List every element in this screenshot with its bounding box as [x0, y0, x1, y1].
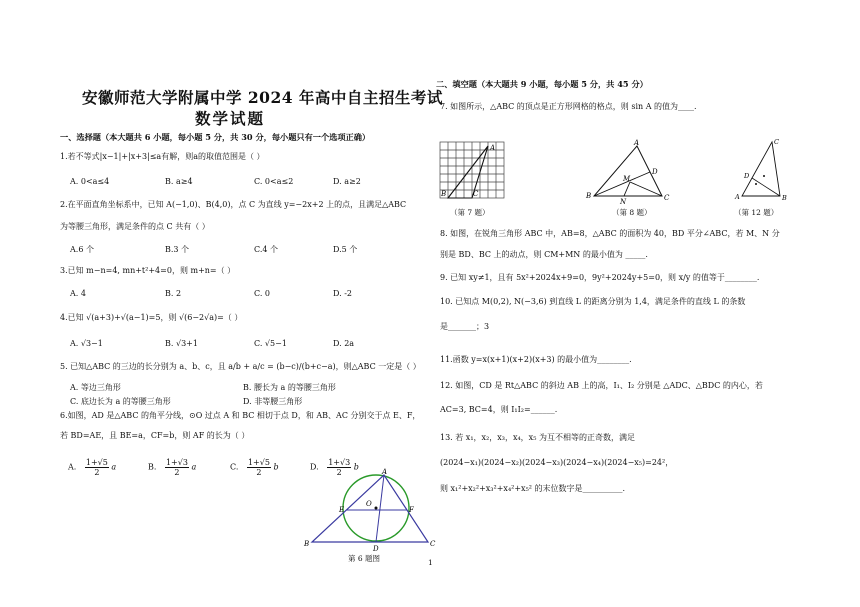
q6-option-b[interactable]	[148, 458, 196, 477]
q2-option-d[interactable]: D.5 个	[333, 245, 358, 254]
fig7-label-c: C	[473, 190, 479, 198]
fig8-label-d: D	[652, 168, 658, 176]
fig8-cm-line	[630, 182, 662, 196]
q5-option-c[interactable]: C. 底边长为 a 的等腰三角形	[70, 397, 171, 406]
fig6-label-b: B	[304, 540, 310, 548]
exam-title-line1: 安徽师范大学附属中学 2024 年高中自主招生考试	[82, 88, 443, 107]
q6-d-num: 1+√3	[328, 458, 351, 467]
fig6-label-d: D	[373, 545, 379, 552]
page-number: 1	[428, 558, 433, 567]
q6-c-den: 2	[256, 468, 262, 477]
fig6-label-o: O	[366, 500, 372, 508]
exam-title-line2: 数学试题	[195, 109, 266, 128]
q1-option-d[interactable]: D. a≥2	[333, 177, 361, 186]
question-10-line2: 是_______；3	[440, 322, 490, 331]
question-3: 3.已知 m−n=4, mn+t²+4=0，则 m+n=（ ）	[60, 266, 236, 275]
q6-b-var: a	[191, 462, 197, 472]
fig6-label-c: C	[430, 540, 436, 548]
fig7-label-a: A	[490, 144, 496, 152]
fig8-label-m: M	[623, 175, 631, 183]
q6-b-num: 1+√3	[165, 458, 188, 467]
q6-option-d-letter: D.	[310, 462, 319, 472]
fig8-label-n: N	[620, 198, 627, 206]
fig6-label-f: F	[409, 506, 414, 514]
q4-option-b[interactable]: B. √3+1	[165, 339, 198, 348]
fig12-triangle	[742, 142, 780, 196]
fig7-label-b: B	[441, 190, 447, 198]
q6-option-a-fraction	[85, 458, 109, 477]
fig6-label-e: E	[339, 506, 345, 514]
q6-option-a-letter: A.	[68, 462, 77, 472]
fig12-label-b: B	[782, 194, 787, 202]
figure-7	[436, 138, 508, 204]
q6-c-num: 1+√5	[247, 458, 270, 467]
q2-option-a[interactable]: A.6 个	[70, 245, 94, 254]
q2-option-b[interactable]: B.3 个	[165, 245, 190, 254]
question-4: 4.已知 √(a+3)+√(a−1)=5，则 √(6−2√a)=（ ）	[60, 313, 243, 322]
fig8-caption: （第 8 题）	[612, 208, 652, 217]
question-11: 11.函数 y=x(x+1)(x+2)(x+3) 的最小值为________.	[440, 355, 632, 364]
fig12-label-d: D	[744, 172, 750, 180]
question-6-line2: 若 BD=AE，且 BE=a，CF=b，则 AF 的长为（ ）	[60, 431, 250, 440]
figure-8	[582, 136, 672, 206]
fig12-caption: （第 12 题）	[734, 208, 779, 217]
fig8-mn-line	[624, 182, 630, 196]
fig12-label-c: C	[774, 138, 779, 146]
q2-option-c[interactable]: C.4 个	[254, 245, 279, 254]
q3-option-d[interactable]: D. -2	[333, 289, 353, 298]
q3-option-a[interactable]: A. 4	[70, 289, 86, 298]
q6-option-c-letter: C.	[230, 462, 239, 472]
q6-option-a[interactable]	[68, 458, 116, 477]
fig8-label-c: C	[664, 194, 670, 202]
q3-option-c[interactable]: C. 0	[254, 289, 271, 298]
q5-option-b[interactable]: B. 腰长为 a 的等腰三角形	[243, 383, 336, 392]
question-9: 9. 已知 xy≠1，且有 5x²+2024x+9=0，9y²+2024y+5=0，则 x/y 的值等于________.	[440, 273, 760, 282]
q4-option-a[interactable]: A. √3−1	[70, 339, 103, 348]
q6-option-b-fraction	[165, 458, 189, 477]
fig8-label-b: B	[586, 192, 592, 200]
q6-option-c-fraction	[247, 458, 271, 477]
q6-d-den: 2	[336, 468, 342, 477]
question-10-line1: 10. 已知点 M(0,2), N(−3,6) 到直线 L 的距离分别为 1,4，满足条件的直线 L 的条数	[440, 297, 746, 306]
fig6-center-dot	[375, 507, 378, 510]
fig8-bd-line	[594, 172, 650, 196]
figure-12	[728, 136, 788, 206]
section1-heading: 一、选择题（本大题共 6 小题，每小题 5 分，共 30 分，每小题只有一个选项正确）	[60, 132, 371, 142]
q4-option-d[interactable]: D. 2a	[333, 339, 355, 348]
question-7: 7. 如图所示，△ABC 的顶点是正方形网格的格点，则 sin A 的值为____.	[440, 102, 697, 111]
q3-option-b[interactable]: B. 2	[165, 289, 182, 298]
q6-a-num: 1+√5	[85, 458, 108, 467]
q1-option-b[interactable]: B. a≥4	[165, 177, 193, 186]
q5-option-d[interactable]: D. 非等腰三角形	[243, 397, 303, 406]
question-6-line1: 6.如图，AD 是△ABC 的角平分线，⊙O 过点 A 和 BC 相切于点 D，和 AB、AC 分别交于点 E、F，	[60, 411, 421, 420]
fig12-i2-dot	[763, 175, 765, 177]
question-2-line1: 2.在平面直角坐标系中，已知 A(−1,0)、B(4,0)，点 C 为直线 y=−2x+2 上的点，且满足△ABC	[60, 200, 407, 209]
question-13-line3: 则 x₁²+x₂²+x₃²+x₄²+x₅² 的末位数字是__________.	[440, 484, 626, 493]
question-2-line2: 为等腰三角形，满足条件的点 C 共有（ ）	[60, 222, 210, 231]
q4-option-c[interactable]: C. √5−1	[254, 339, 287, 348]
q5-option-a[interactable]: A. 等边三角形	[70, 383, 121, 392]
question-1: 1.若不等式|x−1|+|x+3|≤a有解，则a的取值范围是（ ）	[60, 152, 265, 161]
figure-6	[300, 466, 440, 552]
fig8-label-a: A	[634, 139, 640, 147]
question-13-line1: 13. 若 x₁，x₂，x₃，x₄，x₅ 为互不相等的正奇数，满足	[440, 433, 635, 442]
fig6-label-a: A	[382, 468, 388, 476]
question-12-line1: 12. 如图，CD 是 Rt△ABC 的斜边 AB 上的高，I₁、I₂ 分别是 △ADC、△BDC 的内心，若	[440, 381, 763, 390]
q6-option-c[interactable]	[230, 458, 279, 477]
fig12-cd-line	[752, 178, 780, 196]
q1-option-a[interactable]: A. 0<a≤4	[70, 177, 110, 186]
question-8-line1: 8. 如图，在锐角三角形 ABC 中，AB=8，△ABC 的面积为 40，BD 平分∠ABC，若 M、N 分	[440, 229, 780, 238]
q6-option-b-letter: B.	[148, 462, 157, 472]
question-8-line2: 别是 BD、BC 上的动点，则 CM+MN 的最小值为 _____.	[440, 250, 648, 259]
fig7-caption: （第 7 题）	[450, 208, 490, 217]
question-5: 5. 已知△ABC 的三边的长分别为 a、b、c，且 a/b + a/c = (b−c)/(b+c−a)，则△ABC 一定是（ ）	[60, 362, 421, 371]
section2-heading: 二、填空题（本大题共 9 小题，每小题 5 分，共 45 分）	[436, 79, 648, 89]
q1-option-c[interactable]: C. 0<a≤2	[254, 177, 294, 186]
question-13-line2: (2024−x₁)(2024−x₂)(2024−x₃)(2024−x₄)(2024−x₅)=24²，	[440, 458, 674, 467]
q6-d-var: b	[353, 462, 359, 472]
question-12-line2: AC=3, BC=4，则 I₁I₂=______.	[440, 405, 558, 414]
fig12-label-a: A	[735, 193, 740, 201]
figure-6-caption: 第 6 题图	[348, 554, 381, 563]
q6-c-var: b	[273, 462, 279, 472]
fig12-i1-dot	[755, 183, 757, 185]
q6-b-den: 2	[174, 468, 180, 477]
q6-a-den: 2	[94, 468, 100, 477]
q6-a-var: a	[111, 462, 117, 472]
